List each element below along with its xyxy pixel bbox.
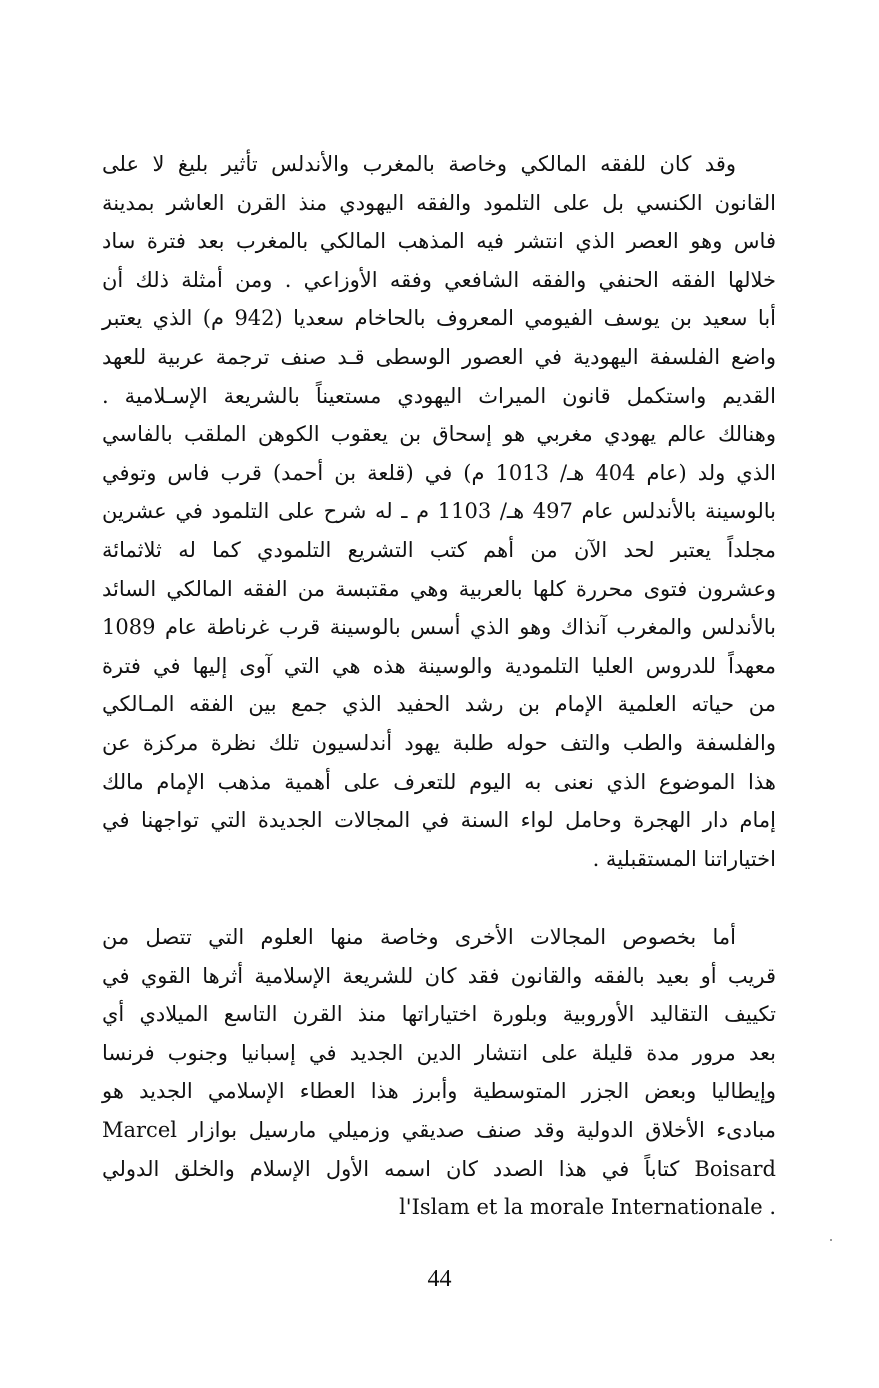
text-line: إمام دار الهجرة وحامل لواء السنة في المجالات الجديدة التي تواجهنا في: [102, 808, 776, 833]
text-line: بالأندلس والمغرب آنذاك وهو الذي أسس بالوسينة قرب غرناطة عام 1089: [102, 615, 776, 640]
scan-speck: [830, 1239, 832, 1241]
text-line: هذا الموضوع الذي نعنى به اليوم للتعرف على أهمية مذهب الإمام مالك: [102, 769, 776, 794]
page-number: 44: [427, 1266, 452, 1292]
text-line: أما بخصوص المجالات الأخرى وخاصة منها العلوم التي تتصل من: [102, 925, 736, 949]
paragraph-1: [102, 145, 776, 878]
text-line: وهنالك عالم يهودي مغربي هو إسحاق بن يعقوب الكوهن الملقب بالفاسي: [102, 422, 776, 447]
text-line: قريب أو بعيد بالفقه والقانون فقد كان للشريعة الإسلامية أثرها القوي في: [102, 963, 776, 988]
text-line: القديم واستكمل قانون الميراث اليهودي مستعيناً بالشريعة الإسـلامية .: [102, 383, 776, 408]
text-line: مجلداً يعتبر لحد الآن من أهم كتب التشريع التلمودي كما له ثلاثمائة: [102, 537, 776, 562]
text-line: تكييف التقاليد الأوروبية وبلورة اختياراتها منذ القرن التاسع الميلادي أي: [102, 1002, 777, 1027]
text-line: القانون الكنسي بل على التلمود والفقه اليهودي منذ القرن العاشر بمدينة: [102, 190, 776, 215]
text-line: Boisard كتاباً في هذا الصدد كان اسمه الأول الإسلام والخلق الدولي: [102, 1156, 776, 1181]
text-line: بعد مرور مدة قليلة على انتشار الدين الجديد في إسبانيا وجنوب فرنسا: [102, 1040, 776, 1065]
text-line: بالوسينة بالأندلس عام 497 هـ/ 1103 م ـ له شرح على التلمود في عشرين: [102, 499, 777, 524]
text-line: وعشرون فتوى محررة كلها بالعربية وهي مقتبسة من الفقه المالكي السائد: [102, 576, 776, 601]
paragraph-2: [102, 918, 776, 1227]
text-line: خلالها الفقه الحنفي والفقه الشافعي وفقه الأوزاعي . ومن أمثلة ذلك أن: [102, 267, 776, 292]
text-line: واضع الفلسفة اليهودية في العصور الوسطى قـد صنف ترجمة عربية للعهد: [102, 344, 776, 369]
text-line: فاس وهو العصر الذي انتشر فيه المذهب المالكي بالمغرب بعد فترة ساد: [102, 229, 776, 254]
text-line: والفلسفة والطب والتف حوله طلبة يهود أندلسيون تلك نظرة مركزة عن: [102, 730, 776, 755]
text-line: . l'Islam et la morale Internationale: [399, 1195, 776, 1220]
text-line: من حياته العلمية الإمام بن رشد الحفيد الذي جمع بين الفقه المـالكي: [102, 692, 776, 717]
text-line: اختياراتنا المستقبلية .: [592, 846, 776, 871]
text-line: الذي ولد (عام 404 هـ/ 1013 م) في (قلعة بن أحمد) قرب فاس وتوفي: [102, 460, 777, 485]
text-line: أبا سعيد بن يوسف الفيومي المعروف بالحاخام سعديا (942 م) الذي يعتبر: [102, 306, 776, 331]
text-line: معهداً للدروس العليا التلمودية والوسينة هذه هي التي آوى إليها في فترة: [102, 653, 776, 678]
text-line: وإيطاليا وبعض الجزر المتوسطية وأبرز هذا العطاء الإسلامي الجديد هو: [102, 1079, 776, 1104]
text-line: مبادىء الأخلاق الدولية وقد صنف صديقي وزميلي مارسيل بوازار Marcel: [102, 1117, 776, 1142]
text-line: وقد كان للفقه المالكي وخاصة بالمغرب والأندلس تأثير بليغ لا على: [102, 152, 736, 176]
